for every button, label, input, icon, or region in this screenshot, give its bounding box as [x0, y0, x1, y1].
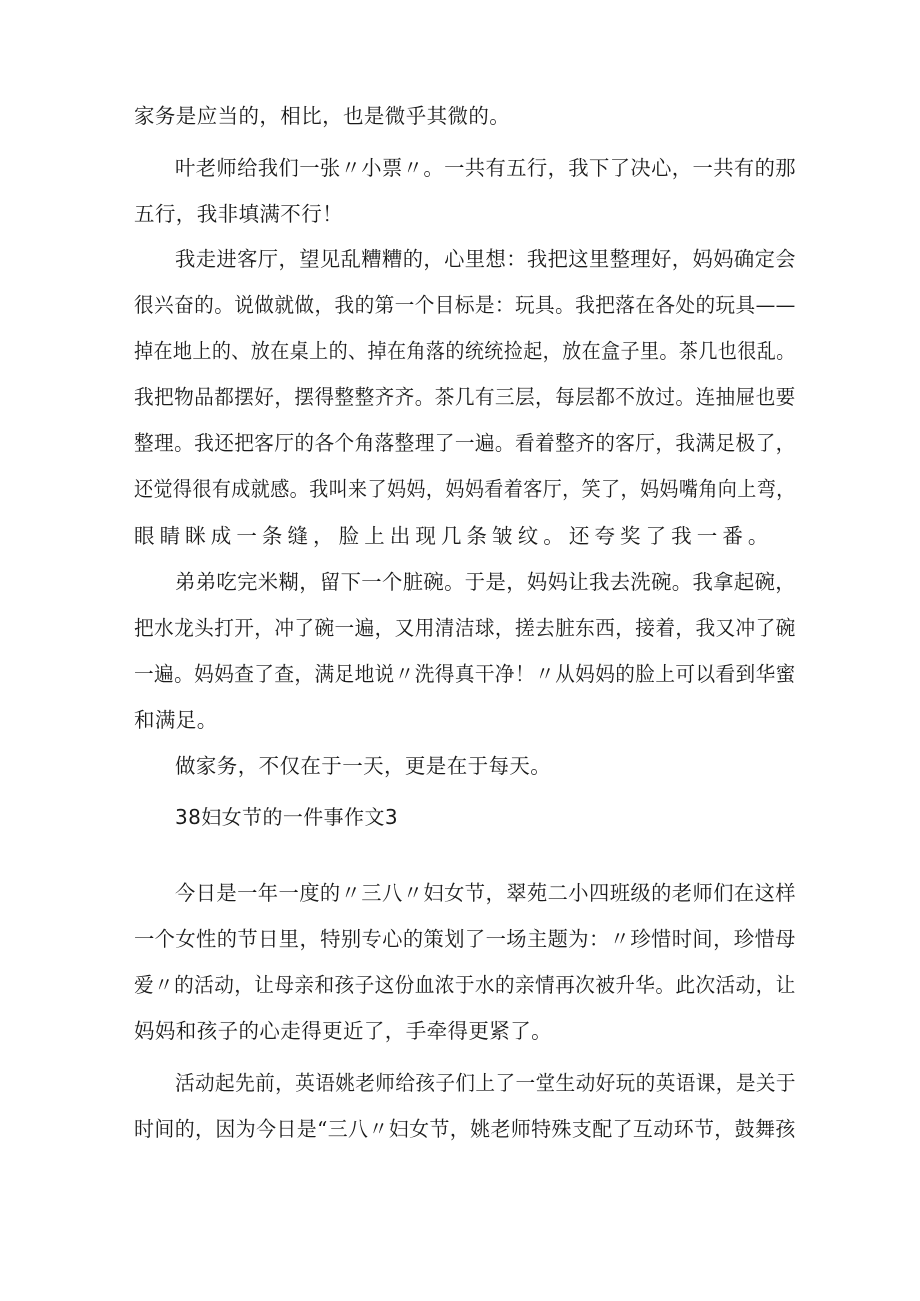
- text-line: 眼睛眯成一条缝，脸上出现几条皱纹。还夸奖了我一番。: [134, 524, 774, 548]
- text-line: 活动起先前，英语姚老师给孩子们上了一堂生动好玩的英语课，是关于: [175, 1071, 796, 1095]
- text-line: 和满足。: [134, 708, 218, 732]
- text-line: 一个女性的节日里，特别专心的策划了一场主题为：〃珍惜时间，珍惜母: [134, 927, 796, 951]
- text-line: 整理。我还把客厅的各个角落整理了一遍。看着整齐的客厅，我满足极了，: [134, 431, 796, 455]
- text-line: 很兴奋的。说做就做，我的第一个目标是：玩具。我把落在各处的玩具——: [134, 293, 796, 317]
- text-line: 还觉得很有成就感。我叫来了妈妈，妈妈看着客厅，笑了，妈妈嘴角向上弯，: [134, 477, 796, 501]
- text-line: 一遍。妈妈查了查，满足地说〃洗得真干净！〃从妈妈的脸上可以看到华蜜: [134, 662, 796, 686]
- text-line: 家务是应当的，相比，也是微乎其微的。: [134, 104, 511, 128]
- text-line: 弟弟吃完米糊，留下一个脏碗。于是，妈妈让我去洗碗。我拿起碗，: [175, 570, 796, 594]
- text-line: 我把物品都摆好，摆得整整齐齐。茶几有三层，每层都不放过。连抽屉也要: [134, 385, 796, 409]
- text-line: 今日是一年一度的〃三八〃妇女节，翠苑二小四班级的老师们在这样: [175, 881, 796, 905]
- text-line: 做家务，不仅在于一天，更是在于每天。: [175, 754, 552, 778]
- text-line: 我走进客厅，望见乱糟糟的，心里想：我把这里整理好，妈妈确定会: [175, 247, 796, 271]
- section-heading: 38妇女节的一件事作文3: [175, 805, 398, 829]
- text-line: 叶老师给我们一张〃小票〃。一共有五行，我下了决心，一共有的那: [175, 156, 796, 180]
- text-line: 时间的，因为今日是“三八〃妇女节，姚老师特殊支配了互动环节，鼓舞孩: [134, 1117, 796, 1141]
- text-line: 把水龙头打开，冲了碗一遍，又用清洁球，搓去脏东西，接着，我又冲了碗: [134, 616, 796, 640]
- text-line: 爱〃的活动，让母亲和孩子这份血浓于水的亲情再次被升华。此次活动，让: [134, 973, 796, 997]
- text-line: 五行，我非填满不行！: [134, 202, 343, 226]
- text-line: 妈妈和孩子的心走得更近了，手牵得更紧了。: [134, 1019, 552, 1043]
- text-line: 掉在地上的、放在桌上的、掉在角落的统统捡起，放在盒子里。茶几也很乱。: [134, 339, 796, 363]
